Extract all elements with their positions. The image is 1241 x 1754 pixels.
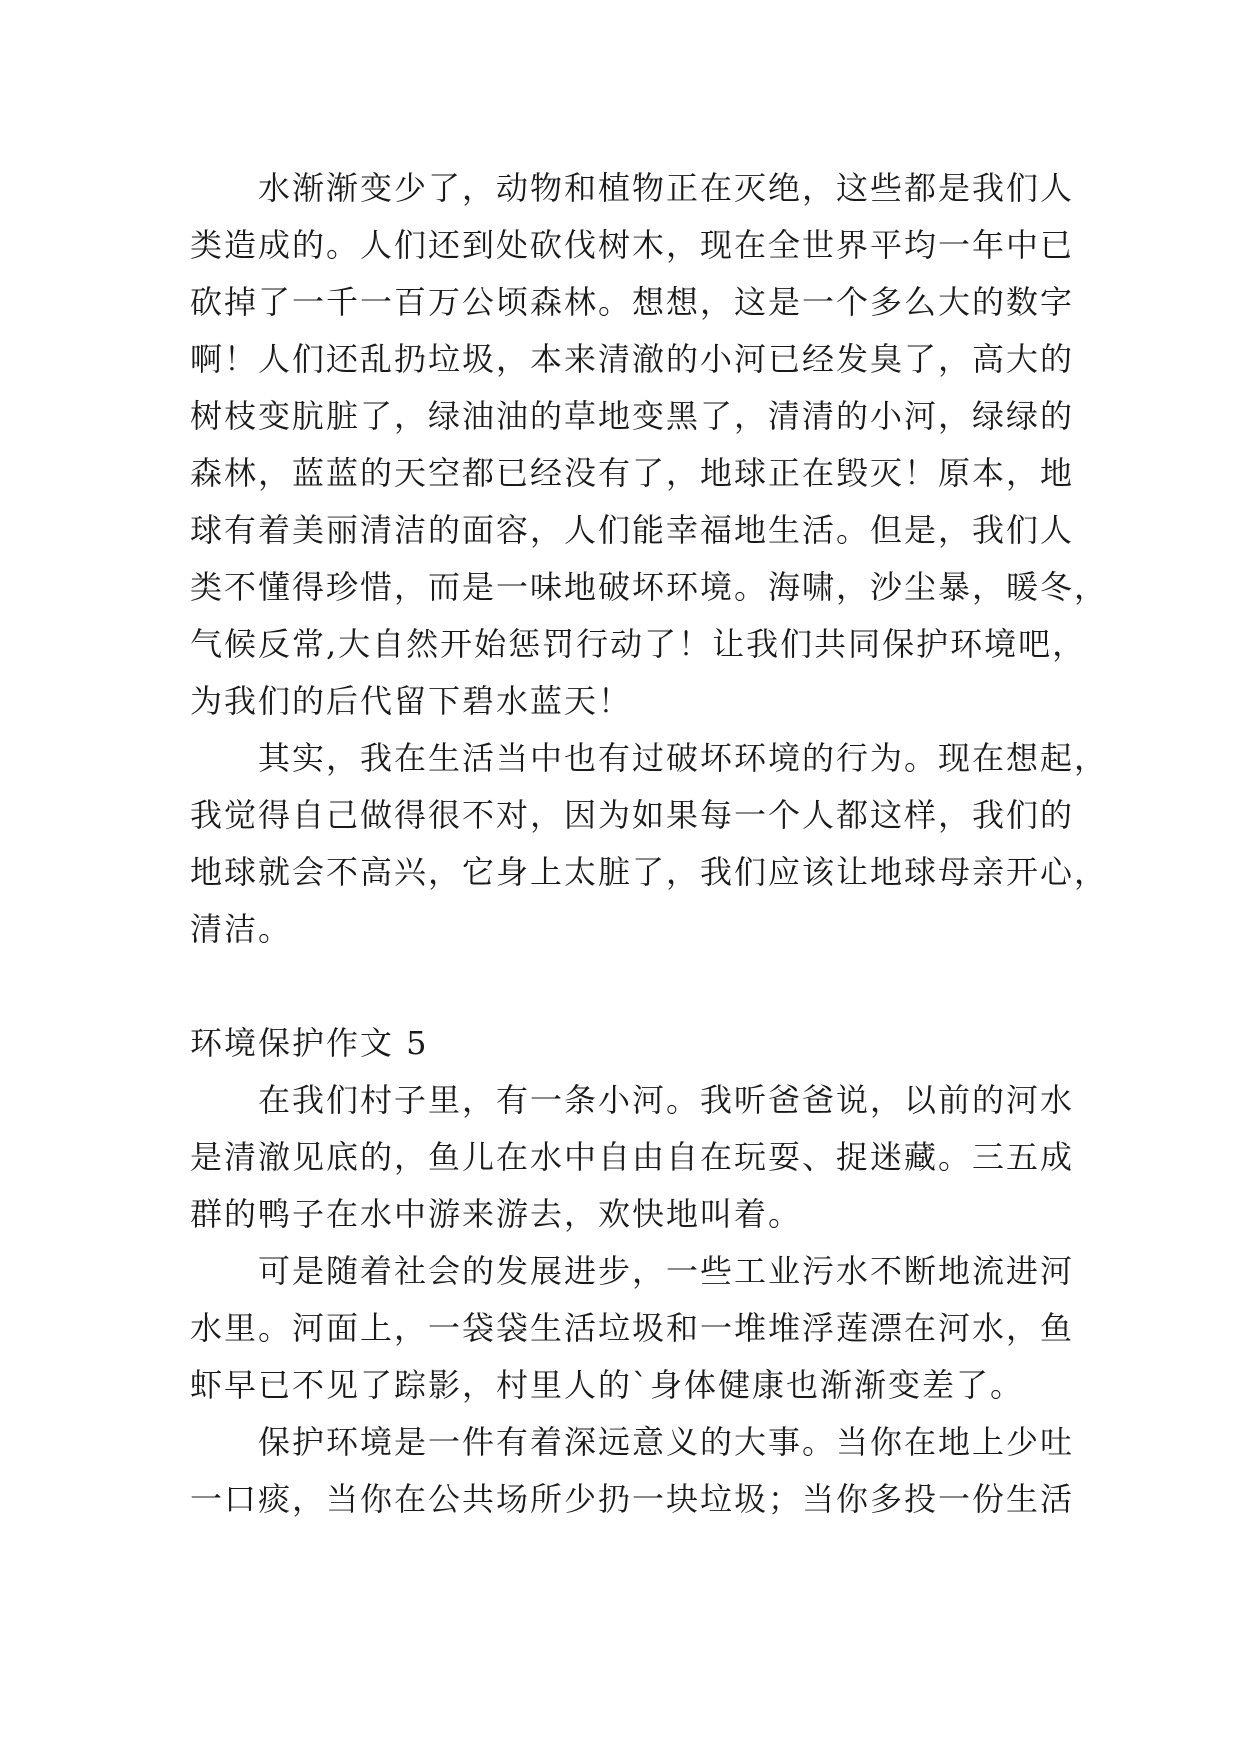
text-line: 在我们村子里，有一条小河。我听爸爸说，以前的河水 [258, 1081, 1075, 1119]
text-line: 砍掉了一千一百万公顷森林。想想，这是一个多么大的数字 [190, 283, 1075, 321]
text-line: 水渐渐变少了，动物和植物正在灭绝，这些都是我们人 [258, 169, 1075, 207]
text-line: 球有着美丽清洁的面容，人们能幸福地生活。但是，我们人 [190, 511, 1075, 549]
text-line: 气候反常,大自然开始惩罚行动了！让我们共同保护环境吧， [190, 625, 1087, 663]
text-line: 为我们的后代留下碧水蓝天！ [190, 682, 633, 720]
document-body [190, 160, 1109, 1528]
paragraph [190, 1414, 1075, 1528]
text-line: 地球就会不高兴，它身上太脏了，我们应该让地球母亲开心， [190, 853, 1109, 891]
blank-line [190, 958, 1050, 1015]
text-line: 清洁。 [190, 910, 293, 948]
text-line: 类造成的。人们还到处砍伐树木，现在全世界平均一年中已 [190, 226, 1075, 264]
text-line: 森林，蓝蓝的天空都已经没有了，地球正在毁灭！原本，地 [190, 454, 1075, 492]
text-line: 保护环境是一件有着深远意义的大事。当你在地上少吐 [258, 1423, 1075, 1461]
paragraph [190, 730, 1109, 958]
text-line: 群的鸭子在水中游来游去，欢快地叫着。 [190, 1195, 803, 1233]
text-line: 树枝变肮脏了，绿油油的草地变黑了，清清的小河，绿绿的 [190, 397, 1075, 435]
text-line: 可是随着社会的发展进步，一些工业污水不断地流进河 [258, 1252, 1075, 1290]
paragraph [190, 1243, 1075, 1414]
paragraph [190, 160, 1109, 730]
text-line: 类不懂得珍惜，而是一味地破坏环境。海啸，沙尘暴，暖冬， [190, 568, 1109, 606]
text-line: 是清澈见底的，鱼儿在水中自由自在玩耍、捉迷藏。三五成 [190, 1138, 1075, 1176]
text-line: 水里。河面上，一袋袋生活垃圾和一堆堆浮莲漂在河水，鱼 [190, 1309, 1075, 1347]
text-line: 我觉得自己做得很不对，因为如果每一个人都这样，我们的 [190, 796, 1075, 834]
paragraph [190, 1072, 1075, 1243]
text-line: 其实，我在生活当中也有过破坏环境的行为。现在想起， [258, 739, 1109, 777]
text-line: 虾早已不见了踪影，村里人的`身体健康也渐渐变差了。 [190, 1366, 1025, 1404]
text-line: 一口痰，当你在公共场所少扔一块垃圾；当你多投一份生活 [190, 1480, 1075, 1518]
section-title: 环境保护作文 5 [190, 1024, 429, 1062]
text-line: 啊！人们还乱扔垃圾，本来清澈的小河已经发臭了，高大的 [190, 340, 1075, 378]
